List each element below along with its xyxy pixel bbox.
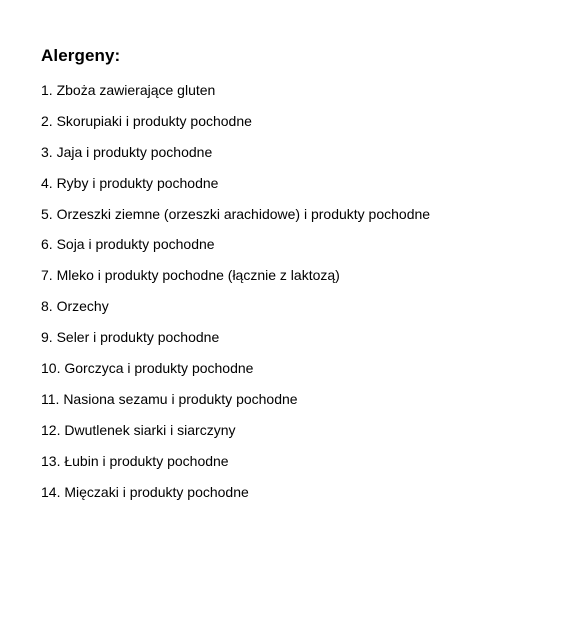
allergen-item-3: 3. Jaja i produkty pochodne bbox=[41, 143, 213, 160]
allergen-item-12: 12. Dwutlenek siarki i siarczyny bbox=[41, 421, 236, 438]
allergen-item-10: 10. Gorczyca i produkty pochodne bbox=[41, 360, 254, 377]
allergen-item-7: 7. Mleko i produkty pochodne (łącznie z laktozą) bbox=[41, 267, 340, 284]
allergens-title: Alergeny: bbox=[41, 46, 121, 65]
allergen-item-6: 6. Soja i produkty pochodne bbox=[41, 236, 215, 253]
allergen-item-4: 4. Ryby i produkty pochodne bbox=[41, 174, 219, 191]
allergen-item-8: 8. Orzechy bbox=[41, 298, 109, 315]
allergen-item-9: 9. Seler i produkty pochodne bbox=[41, 329, 220, 346]
allergens-list bbox=[41, 81, 430, 513]
allergen-item-11: 11. Nasiona sezamu i produkty pochodne bbox=[41, 390, 298, 407]
allergen-item-13: 13. Łubin i produkty pochodne bbox=[41, 452, 229, 469]
allergen-item-14: 14. Mięczaki i produkty pochodne bbox=[41, 483, 249, 500]
allergen-item-1: 1. Zboża zawierające gluten bbox=[41, 82, 216, 98]
allergen-item-5: 5. Orzeszki ziemne (orzeszki arachidowe) i produkty pochodne bbox=[41, 205, 431, 222]
allergen-item-2: 2. Skorupiaki i produkty pochodne bbox=[41, 112, 252, 129]
